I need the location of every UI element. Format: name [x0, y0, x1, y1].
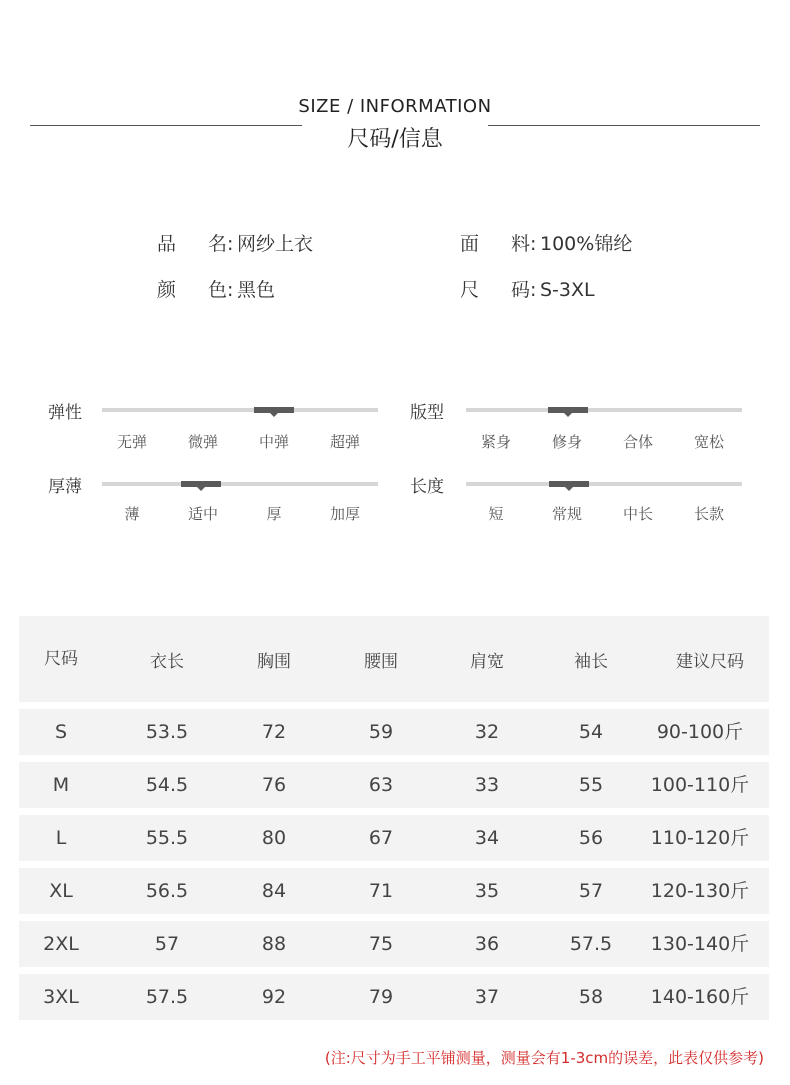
- attr-thickness-option: 加厚: [329, 505, 360, 523]
- cell-length: 54.5: [145, 774, 189, 796]
- cell-size: 3XL: [43, 986, 79, 1008]
- cell-shoulder: 37: [474, 986, 500, 1008]
- attr-fit-marker: [548, 407, 588, 413]
- attr-fit-bar: [466, 408, 742, 412]
- info-value: 网纱上衣: [237, 233, 314, 255]
- attr-thickness-bar: [102, 482, 378, 486]
- info-value: 黑色: [237, 279, 276, 301]
- header-cell-size: 尺码: [44, 649, 78, 669]
- cell-shoulder: 36: [474, 933, 500, 955]
- colon: :: [227, 279, 234, 301]
- attr-elasticity-option: 中弹: [258, 433, 289, 451]
- cell-waist: 59: [368, 721, 394, 743]
- size-table-header: [19, 616, 769, 702]
- measurement-note: (注:尺寸为手工平铺测量，测量会有1-3cm的误差，此表仅供参考): [324, 1049, 764, 1067]
- attr-thickness-option: 薄: [124, 505, 140, 523]
- cell-recommended: 90-100斤: [656, 721, 744, 743]
- attr-fit-option: 修身: [551, 433, 582, 451]
- cell-length: 53.5: [145, 721, 189, 743]
- cell-shoulder: 35: [474, 880, 500, 902]
- info-label: 面料: [460, 233, 530, 255]
- table-row: [19, 868, 769, 914]
- attr-length-option: 长款: [693, 505, 724, 523]
- info-label: 品名: [157, 233, 227, 255]
- header-cell-chest: 胸围: [257, 652, 291, 672]
- cell-size: XL: [49, 880, 73, 902]
- attr-length-option: 常规: [551, 505, 582, 523]
- info-size: [460, 275, 595, 302]
- info-color: [157, 275, 275, 302]
- attr-thickness-option: 厚: [266, 505, 282, 523]
- header-cell-waist: 腰围: [364, 652, 398, 672]
- cell-length: 55.5: [145, 827, 189, 849]
- attr-length-option: 短: [488, 505, 504, 523]
- cell-sleeve: 56: [578, 827, 604, 849]
- attr-elasticity-marker: [254, 407, 294, 413]
- cell-waist: 67: [368, 827, 394, 849]
- table-row: [19, 921, 769, 967]
- table-row: [19, 815, 769, 861]
- cell-shoulder: 33: [474, 774, 500, 796]
- attr-thickness-marker: [181, 481, 221, 487]
- cell-recommended: 120-130斤: [650, 880, 750, 902]
- table-row: [19, 709, 769, 755]
- cell-sleeve: 54: [578, 721, 604, 743]
- info-label: 尺码: [460, 279, 530, 301]
- cell-chest: 88: [261, 933, 287, 955]
- cell-waist: 75: [368, 933, 394, 955]
- colon: :: [227, 233, 234, 255]
- table-row: [19, 762, 769, 808]
- attr-length-option: 中长: [622, 505, 653, 523]
- cell-sleeve: 57: [578, 880, 604, 902]
- attr-length-label: 长度: [410, 477, 444, 497]
- attr-thickness-option: 适中: [187, 505, 218, 523]
- colon: :: [530, 279, 537, 301]
- attr-elasticity-label: 弹性: [48, 403, 82, 423]
- cell-size: S: [54, 721, 68, 743]
- cell-sleeve: 57.5: [569, 933, 613, 955]
- cell-shoulder: 34: [474, 827, 500, 849]
- table-row: [19, 974, 769, 1020]
- cell-recommended: 130-140斤: [650, 933, 750, 955]
- attr-elasticity-bar: [102, 408, 378, 412]
- cell-chest: 76: [261, 774, 287, 796]
- attr-length-bar: [466, 482, 742, 486]
- info-label: 颜色: [157, 279, 227, 301]
- cell-chest: 84: [261, 880, 287, 902]
- header-cell-shoulder: 肩宽: [470, 652, 504, 672]
- header-cell-recommended: 建议尺码: [676, 652, 744, 672]
- info-value: S-3XL: [540, 279, 595, 301]
- attr-fit-option: 紧身: [480, 433, 511, 451]
- cell-sleeve: 58: [578, 986, 604, 1008]
- attr-fit-option: 合体: [622, 433, 653, 451]
- cell-chest: 80: [261, 827, 287, 849]
- cell-sleeve: 55: [578, 774, 604, 796]
- attr-thickness-label: 厚薄: [48, 477, 82, 497]
- cell-waist: 79: [368, 986, 394, 1008]
- header-cell-sleeve: 袖长: [574, 652, 608, 672]
- section-title-en: SIZE / INFORMATION: [298, 96, 492, 117]
- cell-length: 57.5: [145, 986, 189, 1008]
- attr-length-marker: [549, 481, 589, 487]
- colon: :: [530, 233, 537, 255]
- cell-size: 2XL: [43, 933, 79, 955]
- cell-chest: 72: [261, 721, 287, 743]
- section-title-cn: 尺码/信息: [347, 127, 443, 152]
- attr-fit-label: 版型: [410, 403, 444, 423]
- cell-waist: 63: [368, 774, 394, 796]
- cell-recommended: 100-110斤: [650, 774, 750, 796]
- cell-shoulder: 32: [474, 721, 500, 743]
- cell-recommended: 140-160斤: [650, 986, 750, 1008]
- info-fabric: [460, 229, 632, 256]
- cell-recommended: 110-120斤: [650, 827, 750, 849]
- header-cell-length: 衣长: [150, 652, 184, 672]
- cell-length: 56.5: [145, 880, 189, 902]
- cell-chest: 92: [261, 986, 287, 1008]
- cell-size: L: [55, 827, 67, 849]
- attr-fit-option: 宽松: [693, 433, 724, 451]
- attr-elasticity-option: 无弹: [116, 433, 147, 451]
- cell-waist: 71: [368, 880, 394, 902]
- cell-size: M: [52, 774, 70, 796]
- attr-elasticity-option: 微弹: [187, 433, 218, 451]
- info-product-name: [157, 229, 313, 256]
- cell-length: 57: [154, 933, 180, 955]
- info-value: 100%锦纶: [540, 233, 633, 255]
- attr-elasticity-option: 超弹: [329, 433, 360, 451]
